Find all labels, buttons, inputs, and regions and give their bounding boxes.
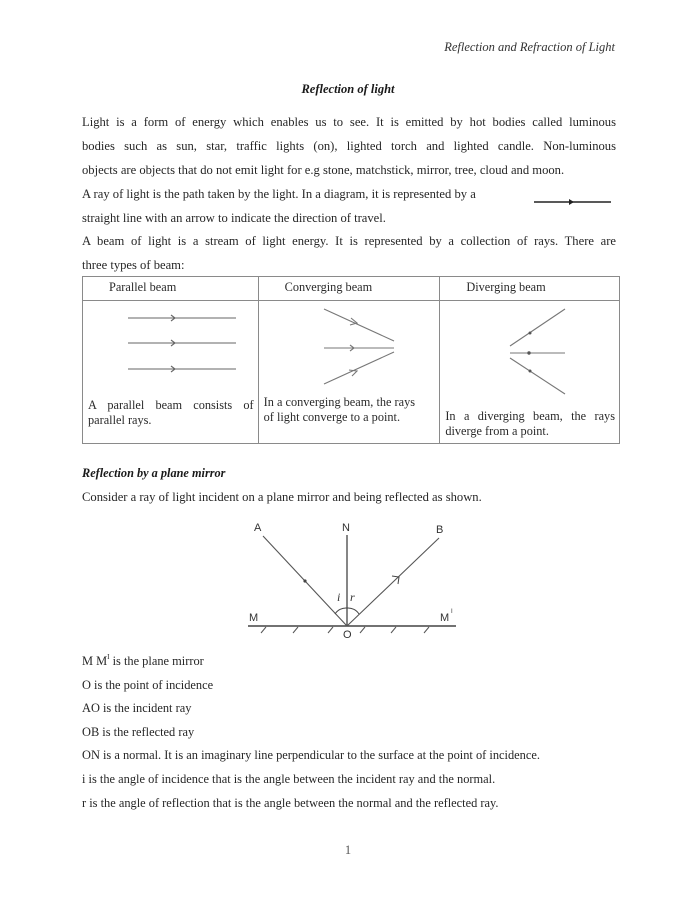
label-m: M bbox=[249, 612, 259, 624]
text-line: A beam of light is a stream of light energy. It is represented by a collection of rays. There are bbox=[82, 234, 616, 248]
angle-r-arc bbox=[347, 608, 359, 614]
definition-text: is the plane mirror bbox=[109, 654, 204, 668]
page-number: 1 bbox=[344, 843, 352, 857]
caption-line: A parallel beam consists of bbox=[88, 398, 254, 412]
definition-item: AO is the incident ray bbox=[82, 701, 192, 716]
definition-item: ON is a normal. It is an imaginary line perpendicular to the surface at the point of incidence. bbox=[82, 748, 540, 763]
column-header-label: Diverging beam bbox=[466, 280, 546, 294]
definition-item: r is the angle of reflection that is the angle between the normal and the reflected ray. bbox=[82, 795, 499, 810]
label-o: O bbox=[343, 629, 352, 641]
caption-line: diverge from a point. bbox=[445, 424, 549, 438]
label-a: A bbox=[254, 522, 262, 534]
text-line: Consider a ray of light incident on a plane mirror and being reflected as shown. bbox=[82, 490, 482, 504]
incident-arrow-icon bbox=[303, 579, 306, 582]
diverging-beam-caption bbox=[445, 409, 615, 439]
definitions-list bbox=[82, 646, 540, 815]
reflection-intro bbox=[82, 485, 616, 509]
angle-i-arc bbox=[335, 608, 347, 614]
text-line: straight line with an arrow to indicate the direction of travel. bbox=[82, 211, 386, 225]
definition-prefix: M M bbox=[82, 654, 108, 668]
parallel-beam-cell bbox=[83, 301, 259, 444]
text-line: three types of beam: bbox=[82, 258, 185, 272]
column-header-converging bbox=[258, 277, 440, 301]
label-m-prime: M bbox=[440, 612, 450, 624]
caption-line: In a diverging beam, the rays bbox=[445, 409, 615, 423]
ray-paragraph bbox=[82, 182, 522, 230]
column-header-diverging bbox=[440, 277, 620, 301]
running-header: Reflection and Refraction of Light bbox=[444, 40, 615, 54]
page-title: Reflection of light bbox=[301, 82, 395, 96]
beam-paragraph bbox=[82, 229, 616, 277]
beam-types-table bbox=[82, 276, 620, 444]
definition-item: OB is the reflected ray bbox=[82, 724, 195, 739]
label-b: B bbox=[436, 524, 444, 536]
converging-beam-caption bbox=[264, 395, 436, 425]
parallel-beam-caption bbox=[88, 398, 254, 428]
column-header-label: Converging beam bbox=[284, 280, 373, 294]
diverging-beam-cell bbox=[440, 301, 620, 444]
reflected-ray bbox=[347, 538, 439, 626]
definition-superscript: I bbox=[107, 653, 110, 661]
definition-item bbox=[82, 646, 540, 674]
column-header-parallel bbox=[83, 277, 259, 301]
caption-line: In a converging beam, the rays bbox=[263, 395, 416, 409]
caption-line: parallel rays. bbox=[88, 413, 152, 427]
intro-paragraph bbox=[82, 110, 616, 182]
definition-item: O is the point of incidence bbox=[82, 677, 214, 692]
table-header-row bbox=[83, 277, 620, 301]
label-n: N bbox=[342, 522, 350, 534]
definition-item: i is the angle of incidence that is the angle between the incident ray and the normal. bbox=[82, 771, 496, 786]
text-line: bodies such as sun, star, traffic lights (on), lighted torch and lighted candle. Non-luminous bbox=[82, 139, 616, 153]
section-heading: Reflection by a plane mirror bbox=[82, 466, 226, 480]
label-m-prime-sup: I bbox=[451, 609, 453, 615]
ray-arrow-icon bbox=[533, 196, 613, 208]
label-angle-i: i bbox=[337, 590, 341, 604]
text-line: A ray of light is the path taken by the light. In a diagram, it is represented by a bbox=[82, 187, 476, 201]
caption-line: of light converge to a point. bbox=[263, 410, 401, 424]
label-angle-r: r bbox=[350, 590, 355, 604]
text-line: objects are objects that do not emit light for e.g stone, matchstick, mirror, tree, cloud and moon. bbox=[82, 163, 565, 177]
text-line: Light is a form of energy which enables us to see. It is emitted by hot bodies called luminous bbox=[82, 115, 616, 129]
column-header-label: Parallel beam bbox=[109, 280, 177, 294]
plane-mirror-reflection-diagram bbox=[236, 510, 466, 642]
table-row bbox=[83, 301, 620, 444]
converging-beam-cell bbox=[258, 301, 440, 444]
